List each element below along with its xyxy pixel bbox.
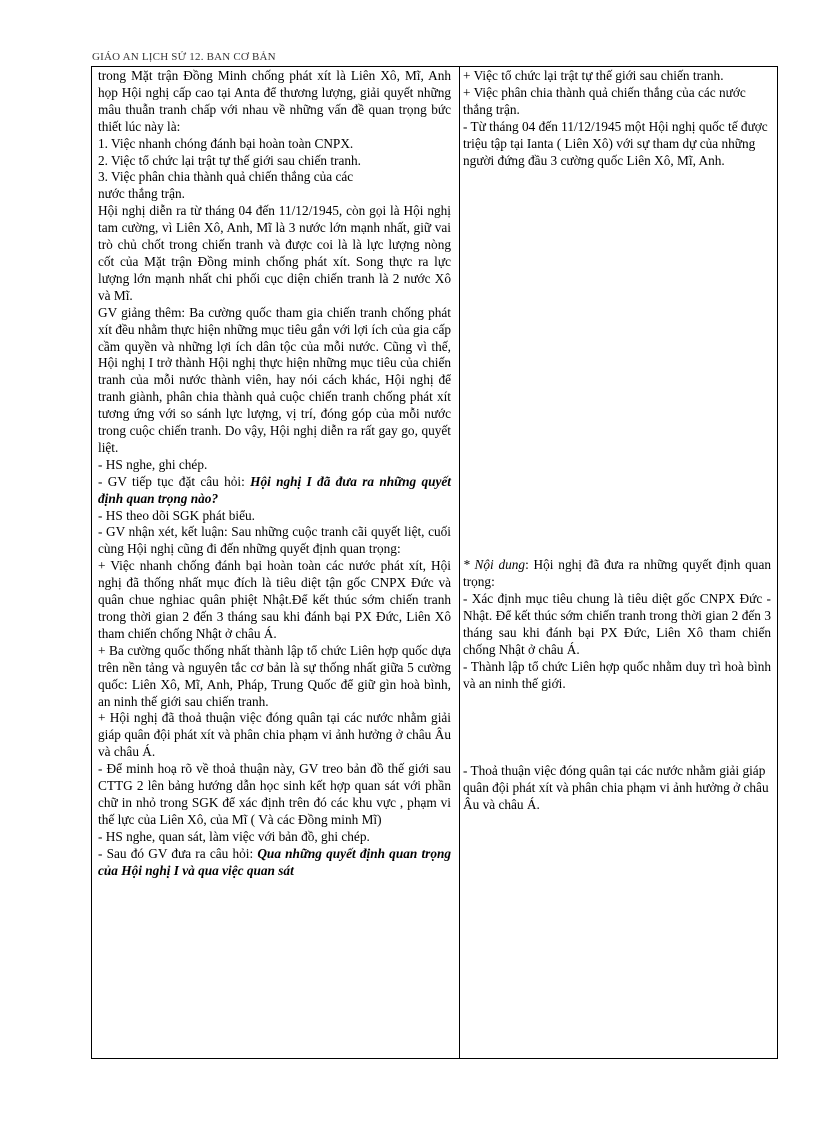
left-paragraph: trong Mặt trận Đồng Minh chống phát xít là Liên Xô, Mĩ, Anh họp Hội nghị cấp cao tại Anta để thương lượng, giải quyết những mâu thuẫn tranh chấp với nhau về những vấn đề quan trọng bức thiết lúc này là: xyxy=(98,68,451,134)
left-question-paragraph xyxy=(98,846,451,880)
left-paragraph: Hội nghị diễn ra từ tháng 04 đến 11/12/1945, còn gọi là Hội nghị tam cường, vì Liên Xô, Anh, Mĩ là 3 nước lớn mạnh nhất, giữ vai trò chủ chốt trong chiến tranh và được coi là là lực lượng nòng cốt của Mặt trận Đồng minh chống phát xít. Song thực ra lực lượng lớn mạnh nhất chi phối cục diện chiến tranh là 2 nước Xô và Mĩ. xyxy=(98,203,451,303)
question-text: Hội nghị I đã đưa ra những quyết định quan trọng nào? xyxy=(98,473,451,506)
left-list-item: 3. Việc phân chia thành quả chiến thắng của các nước thắng trận. xyxy=(98,169,354,202)
lesson-table xyxy=(91,66,778,1059)
left-paragraph: - HS theo dõi SGK phát biểu. xyxy=(98,507,255,523)
right-paragraph: + Việc phân chia thành quả chiến thắng của các nước thắng trận. xyxy=(463,84,746,117)
left-paragraph: + Hội nghị đã thoả thuận việc đóng quân tại các nước nhằm giải giáp quân đội phát xít và phân chia phạm vi ảnh hưởng ở châu Âu và châu Á. xyxy=(98,710,451,760)
left-paragraph: GV giảng thêm: Ba cường quốc tham gia chiến tranh chống phát xít đều nhằm thực hiện những mục tiêu gắn với lợi ích của gia cấp cầm quyền và những lợi ích dân tộc của mỗi nước. Cũng vì thế, Hội nghị I trở thành Hội nghị thực hiện những mục tiêu của chiến tranh của mỗi nước thành viên, hay nói cách khác, Hội nghị để tranh giành, phân chia thành quả cuộc chiến tranh chống phát xít tương ứng với so sánh lực lượng, vị trí, đóng góp của mỗi nước trong cuộc chiến tranh. Do vậy, Hội nghị diễn ra rất gay go, quyết liệt. xyxy=(98,304,451,455)
left-paragraph: + Ba cường quốc thống nhất thành lập tổ chức Liên hợp quốc dựa trên nền tảng và nguyên tắc cơ bản là sự thống nhất giữa 5 cường quốc: Liên Xô, Mĩ, Anh, Pháp, Trung Quốc để giữ gìn hoà bình, an ninh thế giới sau chiến tranh. xyxy=(98,642,451,709)
column-spacer xyxy=(463,693,771,763)
column-divider xyxy=(459,67,460,1058)
left-paragraph: - Để minh hoạ rõ về thoả thuận này, GV treo bản đồ thế giới sau CTTG 2 lên bảng hướng dẫn học sinh kết hợp quan sát với phần chữ in nhỏ trong SGK để xác định trên đó các khu vực , phạm vi thế lực của Liên Xô, của Mĩ ( Và các Đồng minh Mĩ) xyxy=(98,761,451,827)
left-list-item: 2. Việc tổ chức lại trật tự thế giới sau chiến tranh. xyxy=(98,152,361,168)
content-label: * Nội dung xyxy=(463,557,526,573)
left-question-paragraph xyxy=(98,474,451,508)
activities-column xyxy=(98,68,451,880)
left-paragraph: - HS nghe, quan sát, làm việc với bản đồ, ghi chép. xyxy=(98,828,370,844)
left-paragraph: - HS nghe, ghi chép. xyxy=(98,456,208,472)
content-column xyxy=(463,68,771,813)
column-spacer xyxy=(463,169,771,557)
question-text: Qua những quyết định quan trọng của Hội nghị I và qua việc quan sát xyxy=(98,845,452,878)
page-header: GIÁO AN LỊCH SỬ 12. BAN CƠ BẢN xyxy=(92,51,276,63)
right-paragraph: - Thoả thuận việc đóng quân tại các nước nhằm giải giáp quân đội phát xít và phân chia phạm vi ảnh hưởng ở châu Âu và châu Á. xyxy=(463,762,769,812)
question-prefix: - GV tiếp tục đặt câu hỏi: xyxy=(98,473,251,489)
right-paragraph: - Xác định mục tiêu chung là tiêu diệt gốc CNPX Đức - Nhật. Để kết thúc sớm chiến tranh trong thời gian 2 đến 3 tháng sau khi đánh bại PX Đức, Liên Xô tham chiến chống Nhật ở châu Á. xyxy=(463,591,771,657)
right-paragraph: - Thành lập tổ chức Liên hợp quốc nhằm duy trì hoà bình và an ninh thế giới. xyxy=(463,658,771,691)
content-text: : Hội nghị đã đưa ra những quyết định quan trọng: xyxy=(463,557,771,590)
left-list-item: 1. Việc nhanh chóng đánh bại hoàn toàn CNPX. xyxy=(98,135,354,151)
left-paragraph: - GV nhận xét, kết luận: Sau những cuộc tranh cãi quyết liệt, cuối cùng Hội nghị cũng đi đến những quyết định quan trọng: xyxy=(98,524,451,557)
left-paragraph: + Việc nhanh chống đánh bại hoàn toàn các nước phát xít, Hội nghị đã thống nhất mục đích là tiêu diệt tận gốc CNPX Đức và quân chue nghiac quân phiệt Nhật.Để kết thúc sớm chiến tranh trong thời gian 2 đến 3 tháng sau khi đánh bại PX Đức, Liên Xô tham chiến chống Nhật ở châu Á. xyxy=(98,558,451,641)
right-paragraph xyxy=(463,557,771,591)
right-paragraph: - Từ tháng 04 đến 11/12/1945 một Hội nghị quốc tế được triệu tập tại Ianta ( Liên Xô) với sự tham dự của những người đứng đầu 3 cường quốc Liên Xô, Mĩ, Anh. xyxy=(463,118,768,168)
right-paragraph: + Việc tổ chức lại trật tự thế giới sau chiến tranh. xyxy=(463,68,724,83)
question-prefix: - Sau đó GV đưa ra câu hỏi: xyxy=(98,845,258,861)
